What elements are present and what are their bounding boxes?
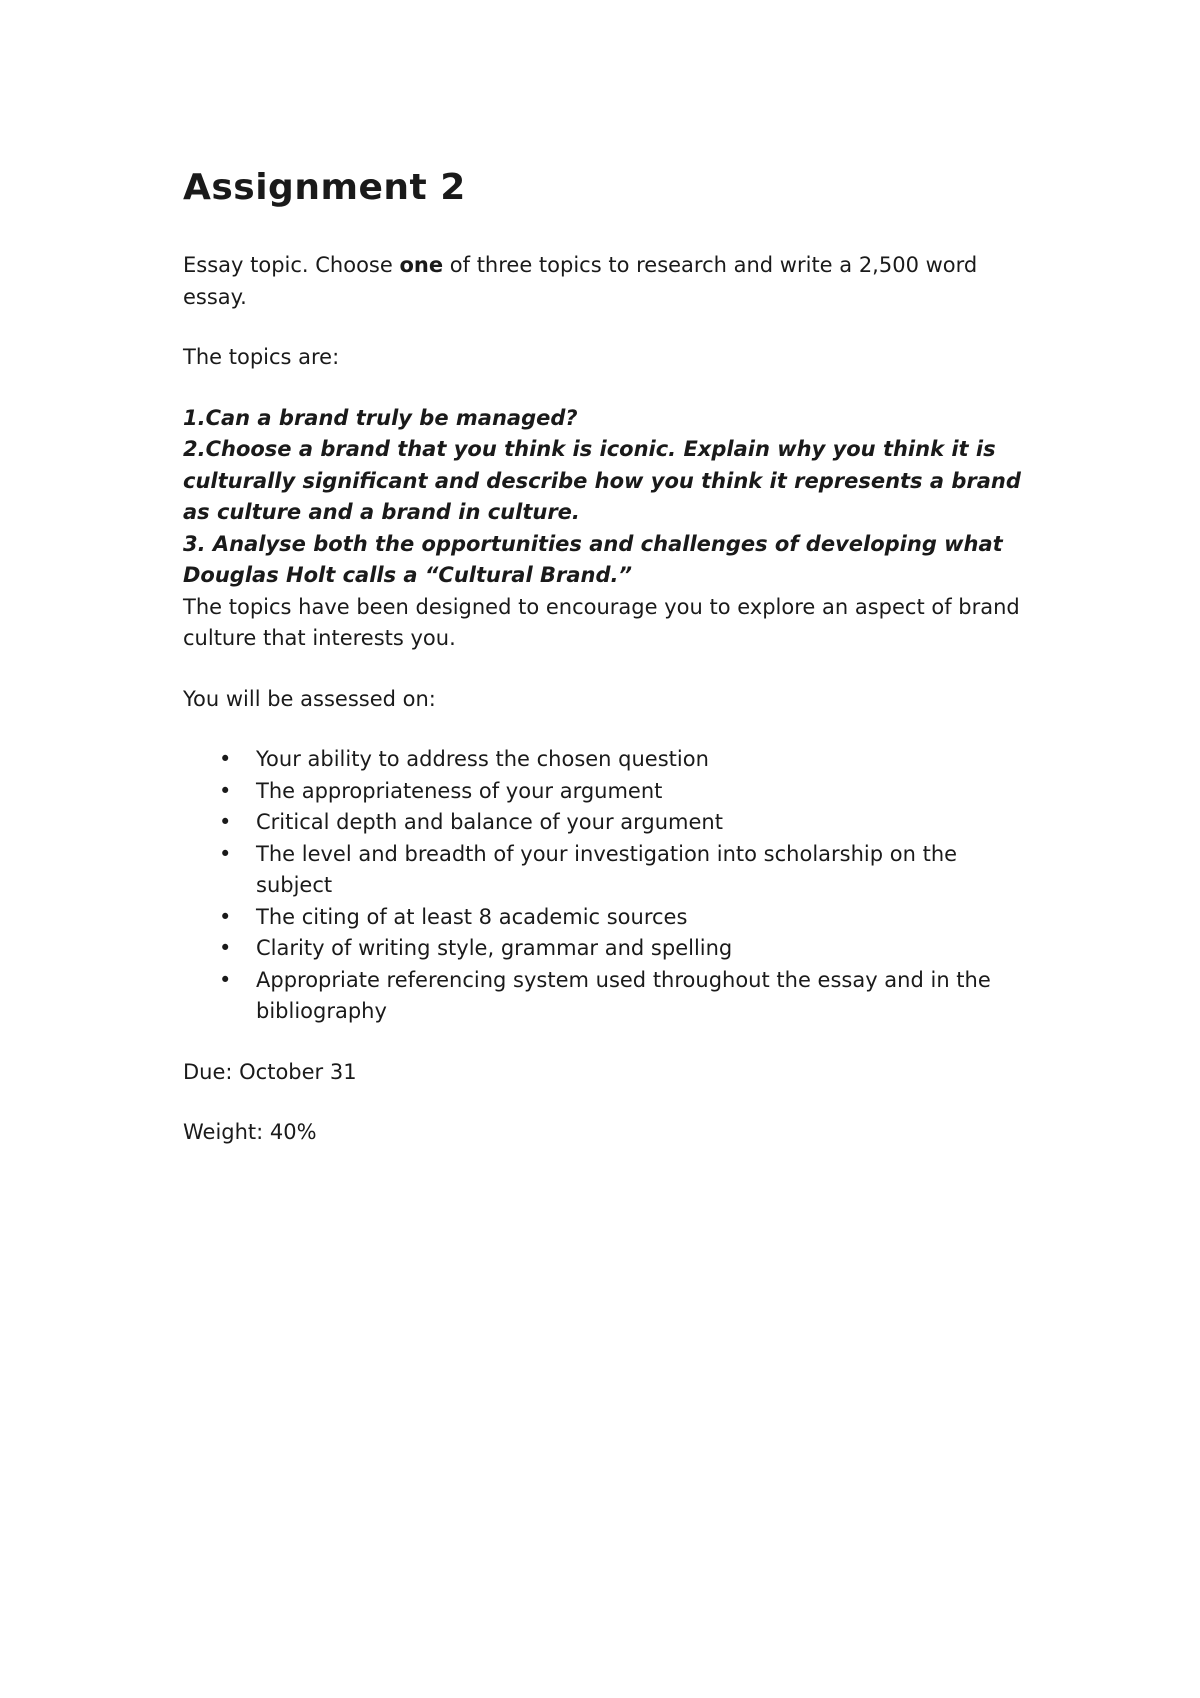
criteria-text: The appropriateness of your argument <box>256 778 663 803</box>
weight: Weight: 40% <box>183 1120 317 1144</box>
topics-note: The topics have been designed to encourage you to explore an aspect of brand culture that interests you. <box>183 594 1020 650</box>
bullet-icon: • <box>219 747 232 771</box>
bullet-icon: • <box>219 967 232 992</box>
intro-emphasis: one <box>399 253 444 277</box>
document-content <box>183 166 1038 1178</box>
criteria-list <box>183 744 1038 1028</box>
topics-list <box>183 403 1038 592</box>
criteria-text: Critical depth and balance of your argument <box>256 810 723 834</box>
intro-text-before: Essay topic. Choose <box>183 253 400 277</box>
list-item <box>183 902 1038 934</box>
criteria-text: Appropriate referencing system used throughout the essay and in the bibliography <box>256 967 991 1023</box>
criteria-text: Your ability to address the chosen question <box>256 747 709 771</box>
list-item <box>183 776 1038 808</box>
assessed-label: You will be assessed on: <box>183 686 436 711</box>
criteria-text: The level and breadth of your investigation into scholarship on the subject <box>256 841 958 897</box>
list-item <box>183 807 1038 839</box>
list-item <box>183 744 1038 776</box>
bullet-icon: • <box>219 936 232 960</box>
list-item <box>183 965 1038 1028</box>
bullet-icon: • <box>219 778 232 803</box>
topic-item-3: 3. Analyse both the opportunities and challenges of developing what Douglas Holt calls a “Cultural Brand.” <box>183 531 1003 587</box>
bullet-icon: • <box>219 904 232 929</box>
topic-item-2: 2.Choose a brand that you think is iconic. Explain why you think it is culturally significant and describe how you think it represents a brand as culture and a brand in culture. <box>183 437 1021 524</box>
criteria-text: Clarity of writing style, grammar and spelling <box>256 936 733 960</box>
page-title: Assignment 2 <box>183 167 466 208</box>
topic-item-1: 1.Can a brand truly be managed? <box>183 405 578 430</box>
intro-text-after: of three topics to research and write a 2,500 word essay. <box>183 253 978 309</box>
due-date: Due: October 31 <box>183 1059 357 1084</box>
bullet-icon: • <box>219 810 232 834</box>
criteria-text: The citing of at least 8 academic sources <box>256 904 688 929</box>
bullet-icon: • <box>219 841 232 866</box>
intro-paragraph <box>183 250 1038 313</box>
list-item <box>183 933 1038 965</box>
topics-label: The topics are: <box>183 345 340 369</box>
list-item <box>183 839 1038 902</box>
